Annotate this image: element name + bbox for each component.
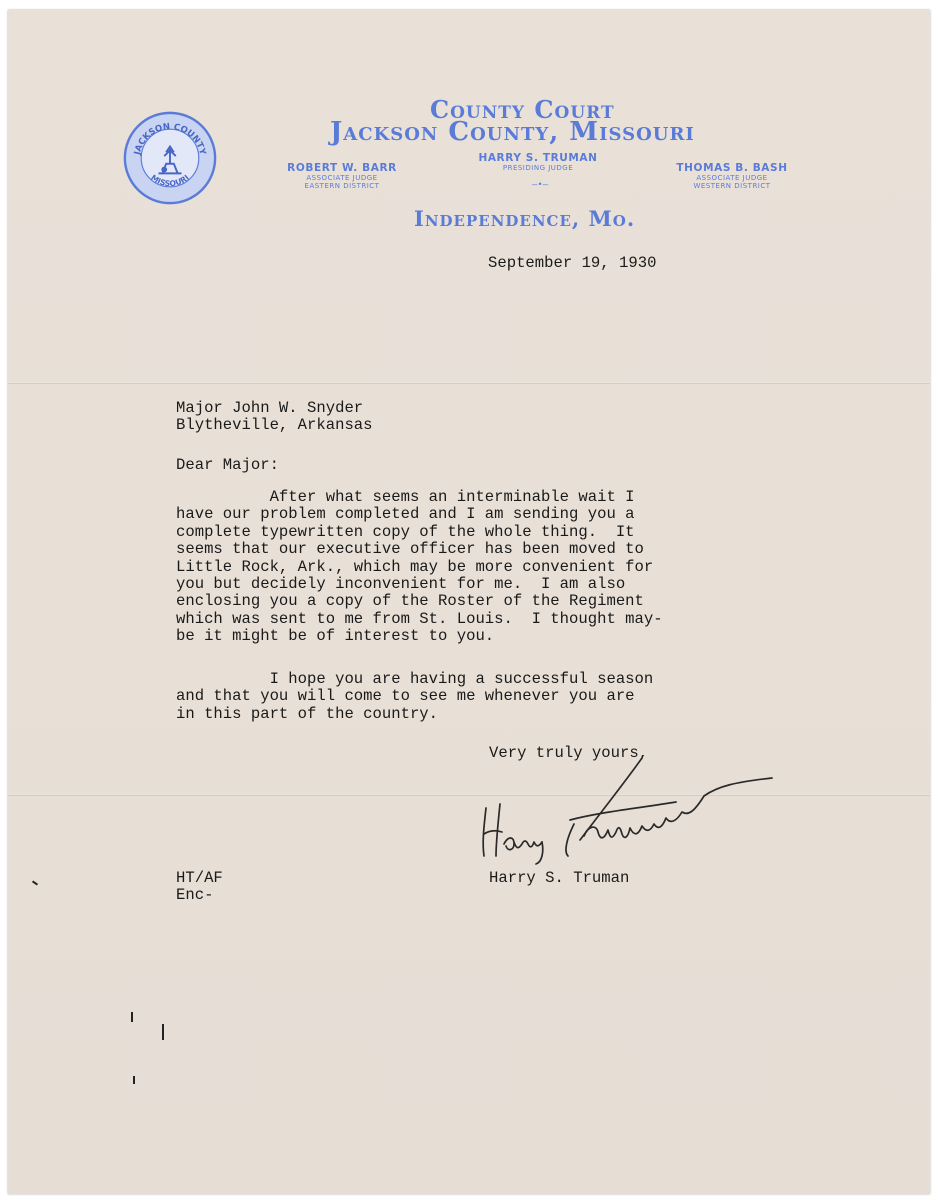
- county-seal-icon: [122, 110, 218, 206]
- letterhead-title: County Court: [430, 95, 615, 124]
- body-line: and that you will come to see me whenever you are: [176, 687, 635, 706]
- seal-top-text: JACKSON COUNTY: [132, 122, 208, 156]
- reference-initials: HT/AF: [176, 869, 223, 887]
- judge-district: EASTERN DISTRICT: [304, 182, 380, 190]
- body-line: in this part of the country.: [176, 704, 439, 723]
- judge-name: ROBERT W. BARR: [287, 162, 397, 174]
- judge-barr: [282, 162, 402, 190]
- letterhead-city: Independence, Mo.: [414, 206, 636, 231]
- fold-crease-lower: [8, 794, 930, 796]
- paragraph-2: [176, 671, 653, 723]
- body-line: I hope you are having a successful season: [176, 670, 654, 688]
- judge-name: HARRY S. TRUMAN: [478, 152, 598, 164]
- body-line: seems that our executive officer has been moved to: [176, 540, 644, 559]
- enclosure-note: Enc-: [176, 886, 214, 905]
- signature-name: Harry S. Truman: [489, 869, 630, 887]
- closing: Very truly yours,: [489, 744, 649, 762]
- fold-crease-upper: [8, 382, 930, 384]
- body-line: After what seems an interminable wait I: [176, 488, 635, 506]
- recipient-block: [176, 400, 373, 435]
- reference-block: [176, 870, 223, 905]
- recipient-location: Blytheville, Arkansas: [176, 416, 373, 435]
- body-line: Little Rock, Ark., which may be more convenient for: [176, 557, 654, 576]
- body-line: you but decidely inconvenient for me. I am also: [176, 575, 626, 594]
- letterhead-county: Jackson County, Missouri: [330, 117, 695, 147]
- judge-title: PRESIDING JUDGE: [502, 164, 574, 172]
- letter-date: September 19, 1930: [488, 254, 657, 272]
- recipient-name: Major John W. Snyder: [176, 399, 364, 417]
- judge-name: THOMAS B. BASH: [676, 162, 788, 174]
- judge-truman: [468, 152, 608, 172]
- judge-title: ASSOCIATE JUDGE: [306, 174, 378, 182]
- judge-bash: [668, 162, 796, 190]
- judge-title: ASSOCIATE JUDGE: [696, 174, 768, 182]
- paragraph-1: [176, 489, 663, 646]
- ink-mark: [162, 1024, 164, 1040]
- ornament-icon: —•—: [532, 180, 549, 190]
- body-line: enclosing you a copy of the Roster of the Regiment: [176, 592, 644, 611]
- judge-district: WESTERN DISTRICT: [693, 182, 771, 190]
- body-line: complete typewritten copy of the whole thing. It: [176, 522, 635, 541]
- body-line: be it might be of interest to you.: [176, 627, 495, 646]
- body-line: have our problem completed and I am sending you a: [176, 505, 635, 524]
- seal-bottom-text: MISSOURI: [149, 172, 191, 189]
- handwritten-signature: [470, 756, 790, 866]
- ink-mark: [133, 1076, 135, 1084]
- body-line: which was sent to me from St. Louis. I thought may-: [176, 609, 663, 628]
- salutation: Dear Major:: [176, 456, 279, 474]
- ink-mark: [131, 1012, 133, 1022]
